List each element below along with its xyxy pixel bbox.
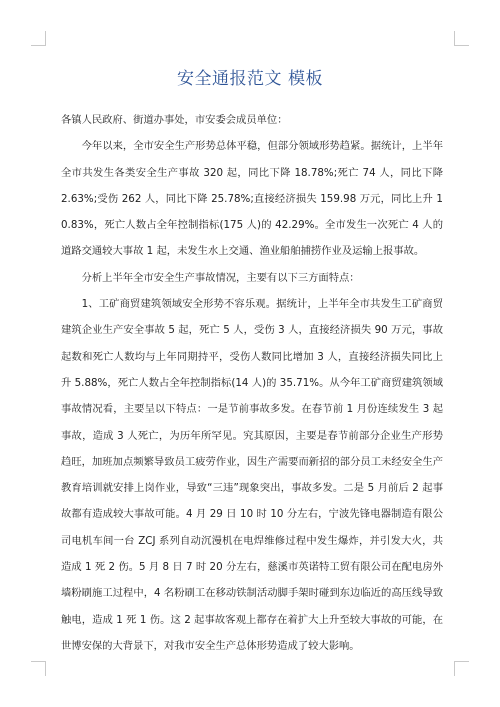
paragraph-analysis-intro: 分析上半年全市安全生产事故情况，主要有以下三方面特点： [81, 271, 360, 284]
paragraph-industrial-safety: 1、工矿商贸建筑领域安全形势不容乐观。据统计，上半年全市共发生工矿商贸建筑企业生产安全事故 5 起，死亡 5 人，受伤 3 人，直接经济损失 90 万元，事故起数和死亡人数均与上年同期持平，受伤人数同比增加 3 人，直接经济损失同比上升 5.88%，死亡人数占全年控制指标(14 人)的 35.71%。从今年工矿商贸建筑领域事故情况看，主要呈以下特点：一是节前事故多发。在春节前 1 月份连续发生 3 起事故，造成 3 人死亡，为历年所罕见。究其原因，主要是春节前部分企业生产形势趋旺，加班加点频繁导致员工疲劳作业，因生产需要而新招的部分员工未经安全生产教育培训就安排上岗作业，导致“三违”现象突出，事故多发。二是 5 月前后 2 起事故都有造成较大事故可能。4 月 29 日 10 时 10 分左右，宁波先锋电器制造有限公司电机车间一台 ZCJ 系列自动沉漫机在电焊维修过程中发生爆炸，并引发大火，共造成 1 死 2 伤。5 月 8 日 7 时 20 分左右，慈溪市英诺特工贸有限公司在配电房外墙粉刷施工过程中，4 名粉刷工在移动铁制活动脚手架时碰到东边临近的高压线导致触电，造成 1 死 1 伤。这 2 起事故客观上都存在着扩大上升至较大事故的可能，在世博安保的大背景下，对我市安全生产总体形势造成了较大影响。 [61, 298, 443, 652]
document-body [61, 107, 443, 659]
salutation: 各镇人民政府、街道办事处，市安委会成员单位： [61, 114, 288, 126]
crop-mark-top-left [31, 31, 46, 46]
crop-mark-bottom-right [454, 661, 469, 676]
document-title: 安全通报范文 模板 [177, 69, 323, 89]
paragraph-overview: 今年以来，全市安全生产形势总体平稳，但部分领域形势趋紧。据统计，上半年全市共发生各类安全生产事故 320 起，同比下降 18.78%;死亡 74 人，同比下降 2.63%;受伤 262 人，同比下降 25.78%;直接经济损失 159.98 万元，同比上升 10.83%，死亡人数占全年控制指标(175 人)的 42.29%。全市发生一次死亡 4 人的道路交通较大事故 1 起，未发生水上交通、渔业船舶捕捞作业及运输上报事故。 [61, 140, 443, 258]
crop-mark-top-right [454, 31, 469, 46]
crop-mark-bottom-left [31, 661, 46, 676]
